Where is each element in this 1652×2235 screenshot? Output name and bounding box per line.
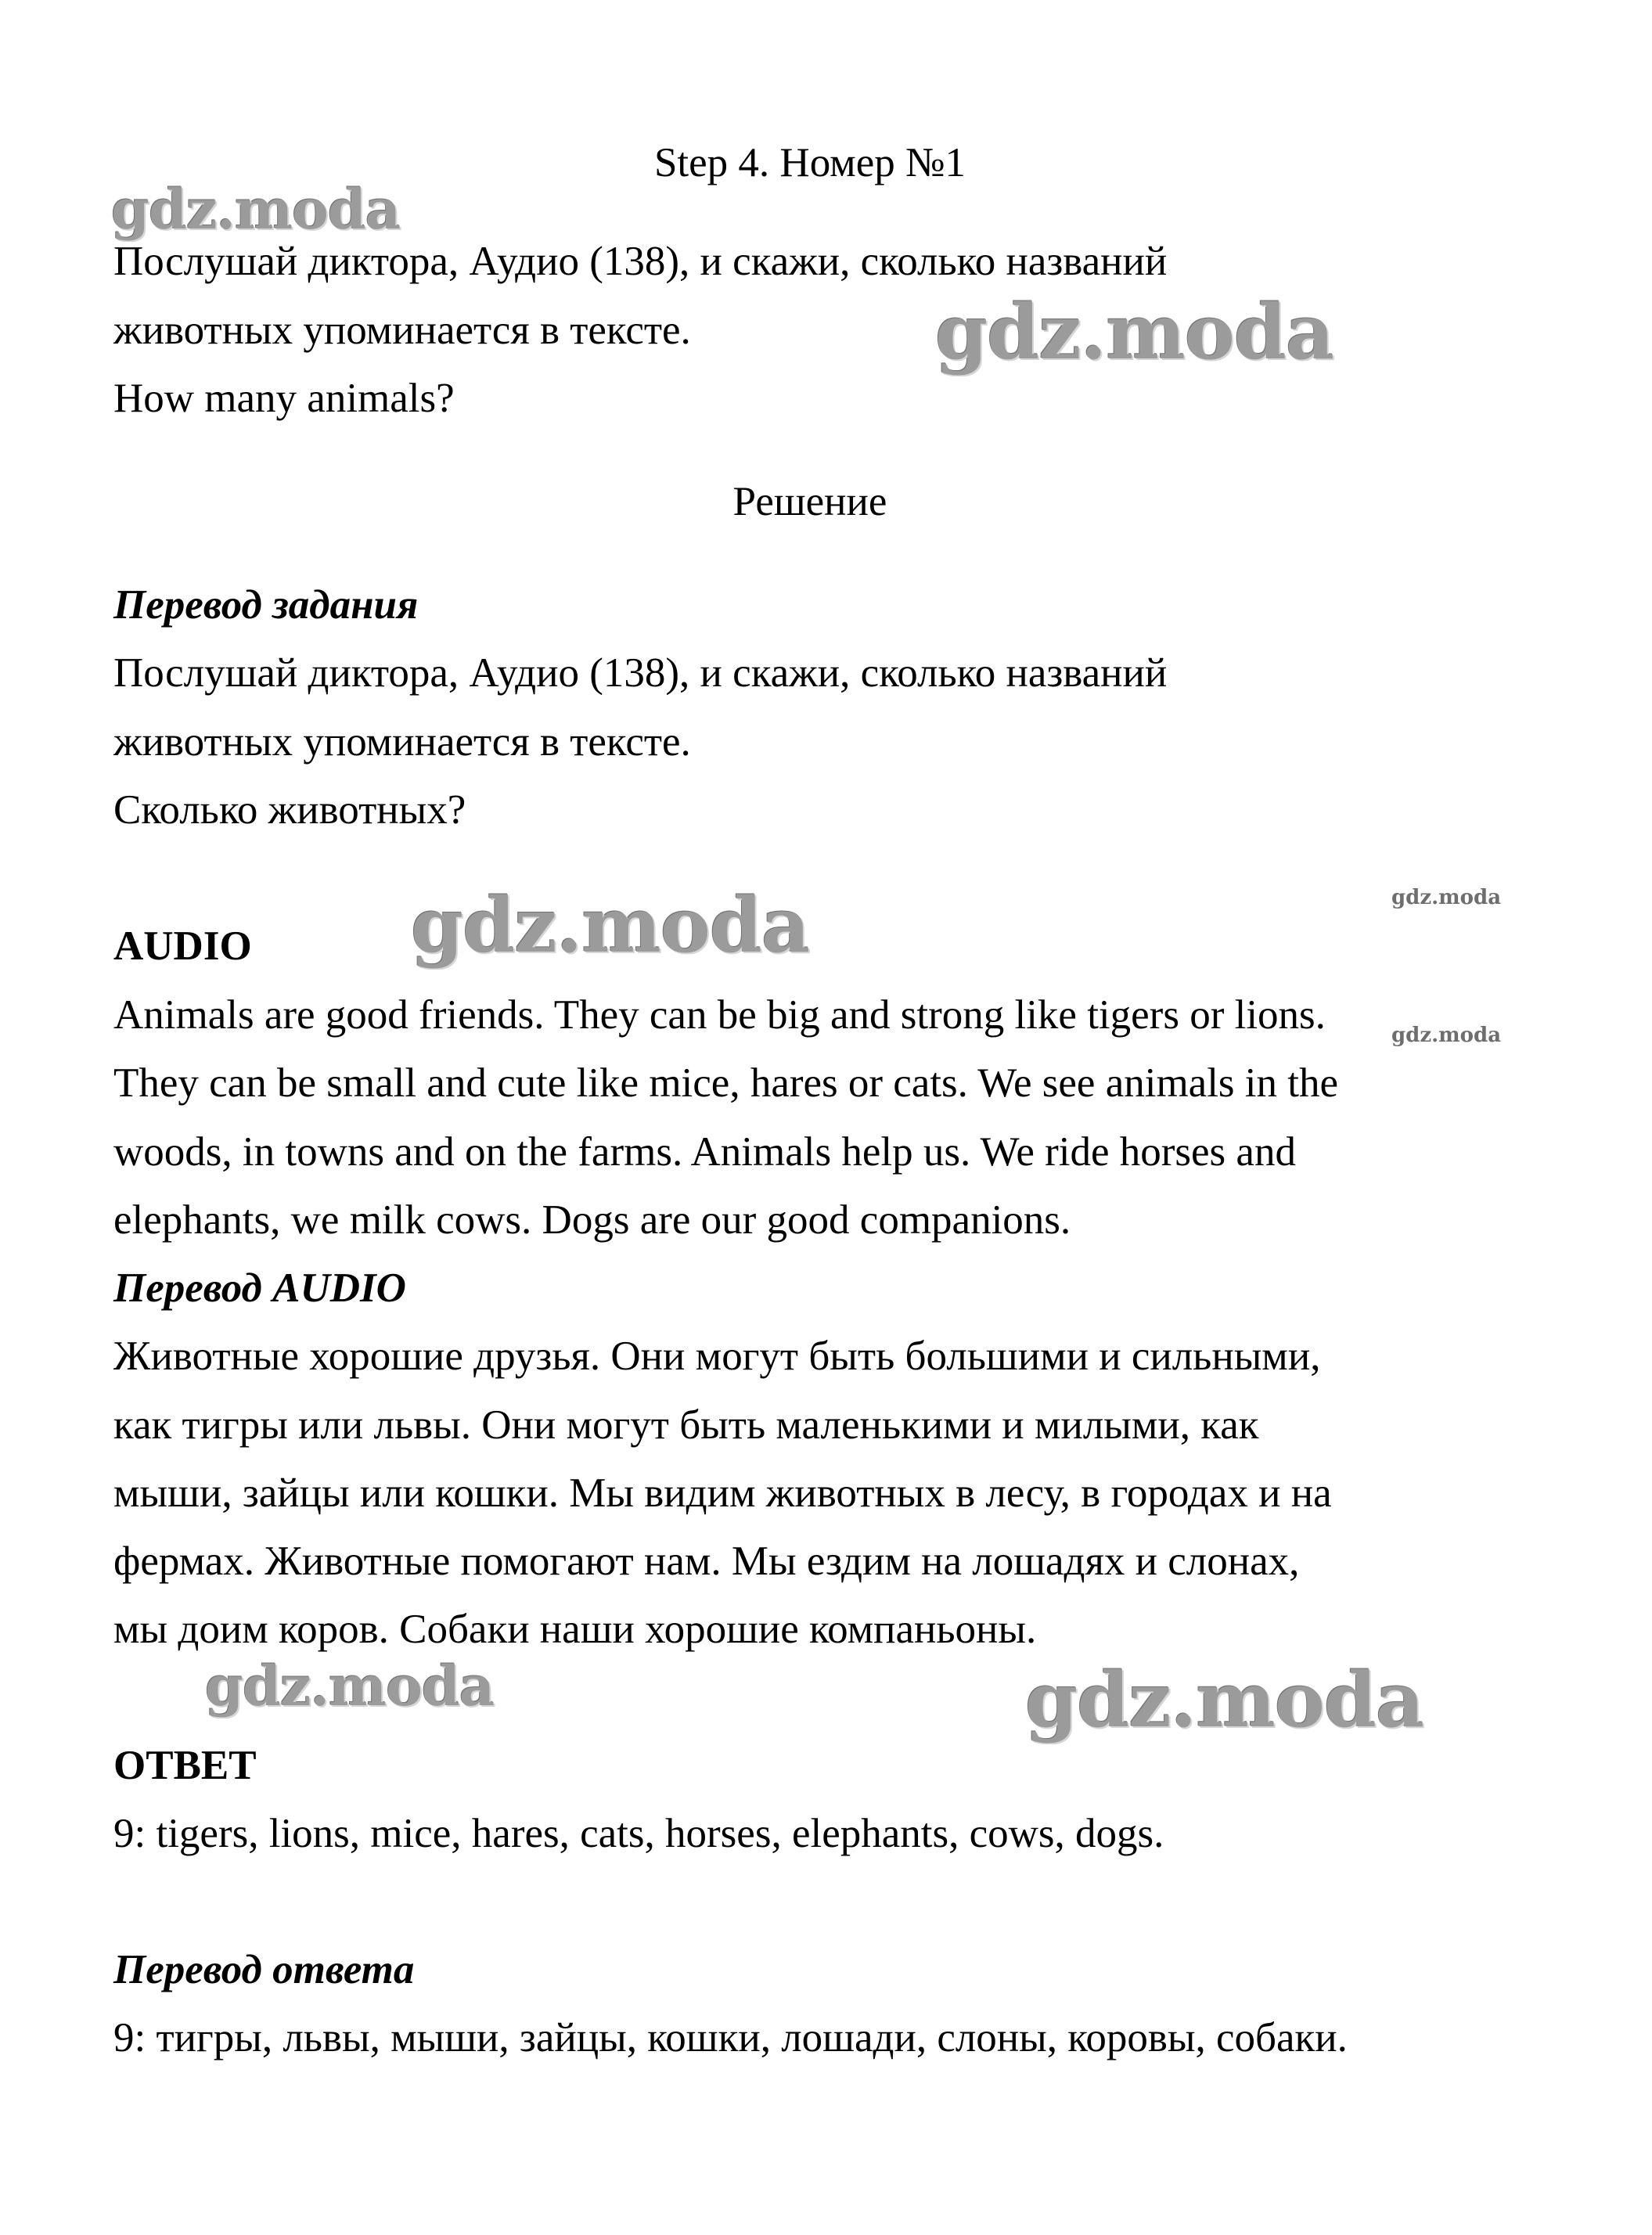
answer-translation-heading: Перевод ответа [113,1947,415,1992]
task-line: животных упоминается в тексте. [113,308,691,353]
audio-translation-line: Животные хорошие друзья. Они могут быть большими и сильными, [113,1333,1321,1379]
audio-translation-heading: Перевод AUDIO [113,1265,406,1311]
watermark-logo: gdz.moda [1025,1656,1424,1744]
audio-line: woods, in towns and on the farms. Animals help us. We ride horses and [113,1129,1296,1175]
answer-heading: ОТВЕТ [113,1743,257,1788]
audio-translation-line: мыши, зайцы или кошки. Мы видим животных в лесу, в городах и на [113,1470,1332,1516]
task-line: Послушай диктора, Аудио (138), и скажи, сколько названий [113,239,1168,284]
watermark-logo: gdz.moda [111,177,401,242]
watermark-logo: gdz.moda [935,288,1334,376]
task-translation-line: животных упоминается в тексте. [113,719,691,765]
audio-line: Animals are good friends. They can be big and strong like tigers or lions. [113,992,1326,1038]
watermark-logo-small: gdz.moda [1391,1024,1502,1047]
audio-heading: AUDIO [113,923,252,969]
watermark-logo: gdz.moda [411,881,810,970]
solution-heading: Решение [732,479,887,524]
audio-translation-line: как тигры или львы. Они могут быть маленькими и милыми, как [113,1402,1259,1448]
task-line: How many animals? [113,376,455,421]
watermark-logo: gdz.moda [205,1654,495,1719]
task-translation-heading: Перевод задания [113,582,419,628]
audio-line: elephants, we milk cows. Dogs are our good companions. [113,1197,1071,1243]
task-translation-line: Послушай диктора, Аудио (138), и скажи, сколько названий [113,650,1168,696]
audio-translation-line: мы доим коров. Собаки наши хорошие компаньоны. [113,1607,1037,1652]
answer-text: 9: tigers, lions, mice, hares, cats, horses, elephants, cows, dogs. [113,1811,1164,1856]
answer-translation-text: 9: тигры, львы, мыши, зайцы, кошки, лошади, слоны, коровы, собаки. [113,2015,1348,2060]
page-title: Step 4. Номер №1 [653,140,966,185]
audio-translation-line: фермах. Животные помогают нам. Мы ездим на лошадях и слонах, [113,1539,1300,1584]
task-translation-line: Сколько животных? [113,787,466,833]
audio-line: They can be small and cute like mice, hares or cats. We see animals in the [113,1060,1339,1106]
watermark-logo-small: gdz.moda [1391,886,1502,909]
